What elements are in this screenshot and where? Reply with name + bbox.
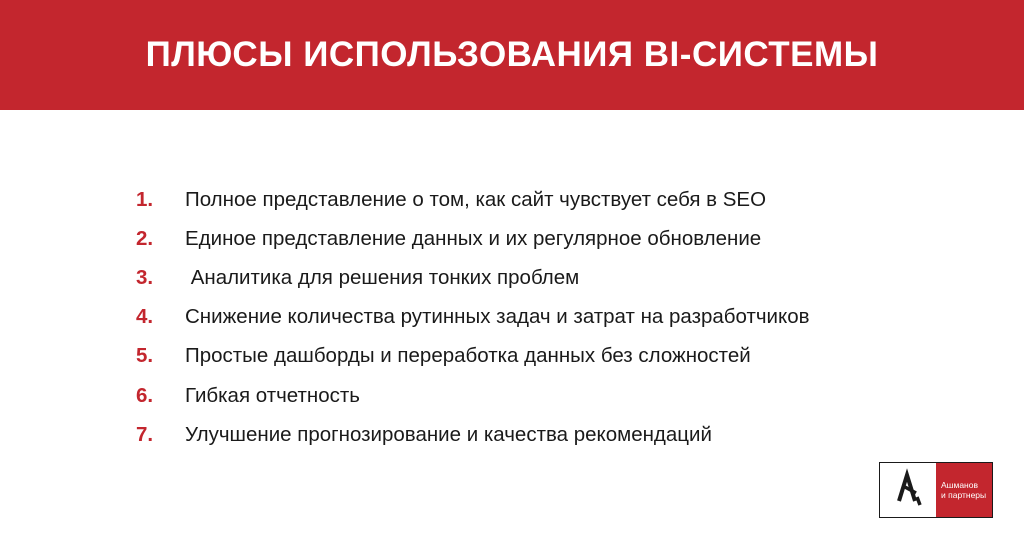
list-item <box>136 376 810 415</box>
item-number: 7. <box>136 422 154 446</box>
item-text: Улучшение прогнозирование и качества рекомендаций <box>185 422 712 446</box>
item-text: Аналитика для решения тонких проблем <box>185 265 580 289</box>
item-number: 1. <box>136 187 154 211</box>
item-text: Гибкая отчетность <box>185 383 360 407</box>
logo-text <box>936 463 992 517</box>
list-item <box>136 298 810 337</box>
list-item <box>136 219 810 258</box>
list-item <box>136 258 810 297</box>
item-number: 2. <box>136 226 154 250</box>
list-item <box>136 337 810 376</box>
page-title: ПЛЮСЫ ИСПОЛЬЗОВАНИЯ BI-СИСТЕМЫ <box>145 35 879 74</box>
benefits-list <box>136 180 810 454</box>
logo-line-1: Ашманов <box>941 480 978 490</box>
item-text: Снижение количества рутинных задач и затрат на разработчиков <box>185 305 810 329</box>
item-number: 6. <box>136 383 154 407</box>
item-text: Полное представление о том, как сайт чувствует себя в SEO <box>185 187 767 211</box>
item-number: 4. <box>136 305 154 329</box>
ashmanov-logo-icon <box>880 463 936 517</box>
item-text: Простые дашборды и переработка данных без сложностей <box>185 344 751 368</box>
list-item <box>136 180 810 219</box>
list-item <box>136 415 810 454</box>
header-banner <box>0 0 1024 110</box>
company-logo <box>879 462 993 518</box>
item-number: 5. <box>136 344 154 368</box>
logo-line-2: и партнеры <box>941 490 987 500</box>
item-number: 3. <box>136 265 154 289</box>
item-text: Единое представление данных и их регулярное обновление <box>185 226 762 250</box>
